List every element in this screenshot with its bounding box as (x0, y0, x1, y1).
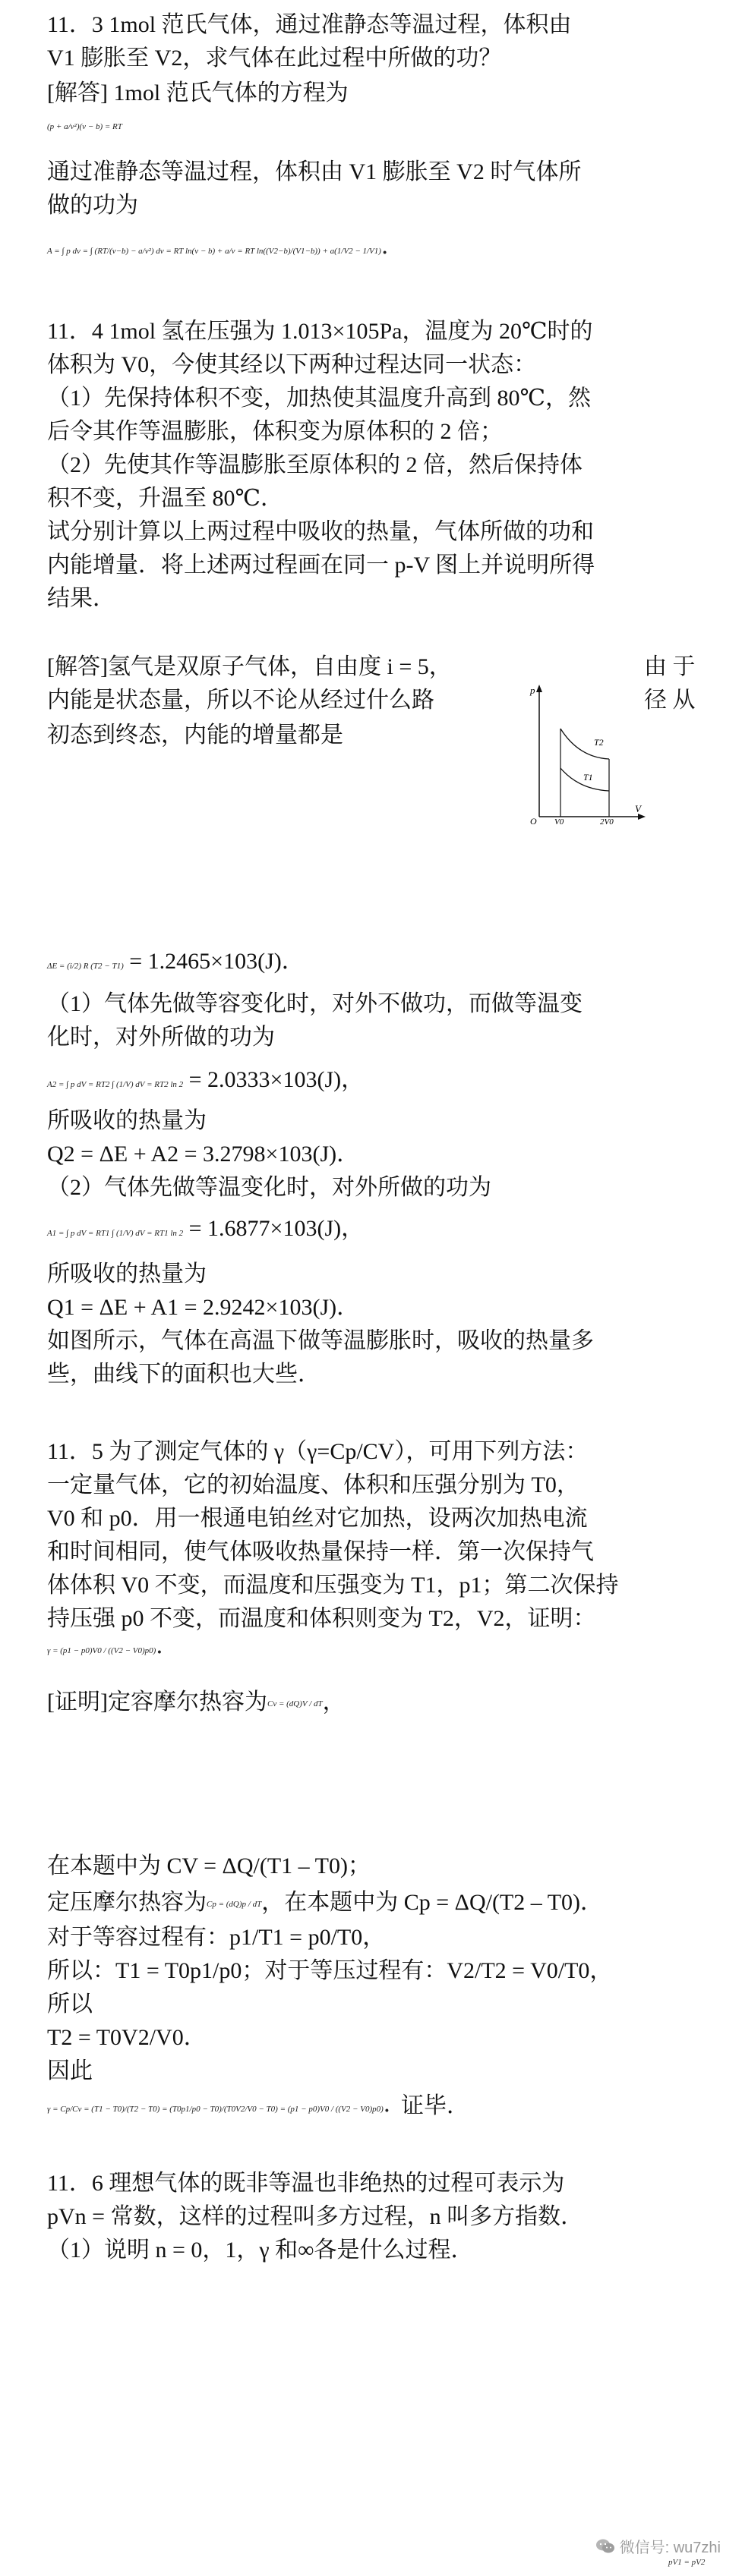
text-line: 11．5 为了测定气体的 γ（γ=Cp/CV），可用下列方法： (47, 1439, 589, 1464)
text-line: 初态到终态，内能的增量都是 (47, 723, 343, 748)
cp-text: ，在本题中为 Cp = ΔQ/(T2 – T0)． (261, 1890, 604, 1915)
axis-label-p: p (530, 685, 535, 696)
text-line: 一定量气体，它的初始温度、体积和压强分别为 T0， (47, 1472, 579, 1497)
v-axis-arrow (638, 814, 646, 820)
text-line: T2 = T0V2/V0． (47, 2025, 207, 2050)
text-line: 内能是状态量，所以不论从经过什么路 (47, 688, 434, 713)
text-line: 些，曲线下的面积也大些． (47, 1362, 320, 1387)
formula-gamma-final: γ = Cp/Cv = (T1 − T0)/(T2 − T0) = (T0p1/p0 − T0)/(T0V2/V0 − T0) = (p1 − p0)V0 / ((V2 − V0)p0)． (47, 2092, 406, 2117)
text-line: 通过准静态等温过程，体积由 V1 膨胀至 V2 时气体所 (47, 159, 582, 184)
text-line: 持压强 p0 不变，而温度和体积则变为 T2，V2，证明： (47, 1606, 596, 1631)
text-line: 做的功为 (47, 193, 138, 218)
text-line: Q1 = ΔE + A1 = 2.9242×103(J)． (47, 1295, 360, 1320)
text-line: 化时，对外所做的功为 (47, 1025, 275, 1050)
a1-value: = 1.6877×103(J)， (183, 1216, 365, 1241)
pv-diagram (524, 683, 646, 824)
p-axis-arrow (536, 685, 542, 692)
formula-a1-text: A1 = ∫ p dV = RT1 ∫ (1/V) dV = RT1 ln 2 (47, 1229, 184, 1238)
text-line: 因此 (47, 2058, 93, 2083)
text-line (47, 1688, 346, 1717)
formula-cv: Cv = (dQ)V / dT (267, 1699, 323, 1709)
text-line: （2）先使其作等温膨胀至原体积的 2 倍，然后保持体 (47, 452, 583, 477)
formula-work: A = ∫ p dv = ∫ (RT/(v−b) − a/v²) dv = RT ln(v − b) + a/v = RT ln((V2−b)/(V1−b)) + a(1/V2 − 1/V1)． (47, 234, 404, 259)
formula-delta-e (47, 949, 305, 974)
formula-work-text: A = ∫ p dv = ∫ (RT/(v−b) − a/v²) dv = RT ln(v − b) + a/v = RT ln((V2−b)/(V1−b)) + a(1/V2 − 1/V1) (47, 247, 381, 256)
text-line: 体积为 V0，今使其经以下两种过程达同一状态： (47, 352, 537, 377)
text-line: [解答] 1mol 范氏气体的方程为 (47, 80, 349, 105)
isotherm-t1-label: T1 (583, 772, 593, 783)
formula-tail: pV1 = pV2 (668, 2558, 706, 2567)
text-line: 证毕． (401, 2093, 469, 2118)
text-line: V1 膨胀至 V2，求气体在此过程中所做的功？ (47, 46, 502, 71)
watermark-text: 微信号: wu7zhi (619, 2540, 721, 2556)
text-line: 所以：T1 = T0p1/p0；对于等压过程有：V2/T2 = V0/T0， (47, 1958, 613, 1983)
formula-a2 (47, 1067, 365, 1092)
watermark (595, 2535, 721, 2557)
formula-a2-text: A2 = ∫ p dV = RT2 ∫ (1/V) dV = RT2 ln 2 (47, 1080, 184, 1089)
formula-vdw: (p + a/v²)(v − b) = RT (47, 122, 122, 131)
a2-value: = 2.0333×103(J)， (183, 1067, 365, 1092)
text-line: 11．6 理想气体的既非等温也非绝热的过程可表示为 (47, 2171, 565, 2196)
isotherm-t2-label: T2 (594, 737, 604, 748)
cv-comma: ， (322, 1690, 346, 1715)
text-line: 对于等容过程有：p1/T1 = p0/T0， (47, 1925, 386, 1950)
text-line: 在本题中为 CV = ΔQ/(T1 – T0)； (47, 1853, 371, 1878)
formula-a1 (47, 1216, 365, 1241)
text-line: 体体积 V0 不变，而温度和压强变为 T1，p1；第二次保持 (47, 1573, 619, 1598)
text-line: 所以 (47, 1992, 93, 2017)
formula-cp: Cp = (dQ)p / dT (207, 1900, 262, 1910)
tick-v0: V0 (554, 817, 564, 824)
cp-label: 定压摩尔热容为 (47, 1890, 207, 1915)
text-line: 和时间相同，使气体吸收热量保持一样．第一次保持气 (47, 1539, 594, 1564)
text-line: 试分别计算以上两过程中吸收的热量，气体所做的功和 (47, 519, 594, 544)
text-line: （1）说明 n = 0，1，γ 和∞各是什么过程． (47, 2237, 474, 2263)
text-line: 所吸收的热量为 (47, 1261, 207, 1286)
text-line: 11．3 1mol 范氏气体，通过准静态等温过程，体积由 (47, 12, 572, 37)
text-line: 11．4 1mol 氢在压强为 1.013×105Pa，温度为 20℃时的 (47, 319, 593, 344)
wechat-icon (595, 2538, 615, 2555)
text-line: 如图所示，气体在高温下做等温膨胀时，吸收的热量多 (47, 1328, 594, 1353)
text-line: 结果． (47, 586, 115, 611)
formula-gamma: γ = (p1 − p0)V0 / ((V2 − V0)p0)． (47, 1633, 179, 1658)
text-line: （1）先保持体积不变，加热使其温度升高到 80℃，然 (47, 386, 592, 411)
formula-gamma-final-text: γ = Cp/Cv = (T1 − T0)/(T2 − T0) = (T0p1/p0 − T0)/(T0V2/V0 − T0) = (p1 − p0)V0 / ((V2 − V0)p0) (47, 2105, 384, 2114)
formula-gamma-text: γ = (p1 − p0)V0 / ((V2 − V0)p0) (47, 1646, 156, 1655)
axis-label-v: V (635, 803, 641, 814)
text-line: V0 和 p0．用一根通电铂丝对它加热，设两次加热电流 (47, 1506, 588, 1531)
cv-label: [证明]定容摩尔热容为 (47, 1690, 267, 1715)
text-line: [解答]氢气是双原子气体，自由度 i = 5， (47, 654, 452, 679)
text-line: pVn = 常数，这样的过程叫多方过程，n 叫多方指数． (47, 2204, 584, 2229)
text-line: 由 于 (644, 654, 696, 679)
text-line: 后令其作等温膨胀，体积变为原体积的 2 倍； (47, 419, 503, 444)
text-line (47, 1888, 603, 1917)
delta-e-value: = 1.2465×103(J)． (123, 949, 305, 974)
tick-2v0: 2V0 (600, 817, 614, 824)
formula-delta-e-text: ΔE = (i/2) R (T2 − T1) (47, 962, 124, 971)
text-line: 径 从 (644, 688, 696, 713)
text-line: 所吸收的热量为 (47, 1108, 207, 1133)
text-line: 积不变，升温至 80℃． (47, 486, 284, 511)
text-line: 内能增量．将上述两过程画在同一 p-V 图上并说明所得 (47, 553, 595, 578)
origin-label: O (530, 816, 537, 824)
text-line: Q2 = ΔE + A2 = 3.2798×103(J)． (47, 1142, 360, 1167)
text-line: （1）气体先做等容变化时，对外不做功，而做等温变 (47, 991, 583, 1016)
text-line: （2）气体先做等温变化时，对外所做的功为 (47, 1175, 491, 1200)
